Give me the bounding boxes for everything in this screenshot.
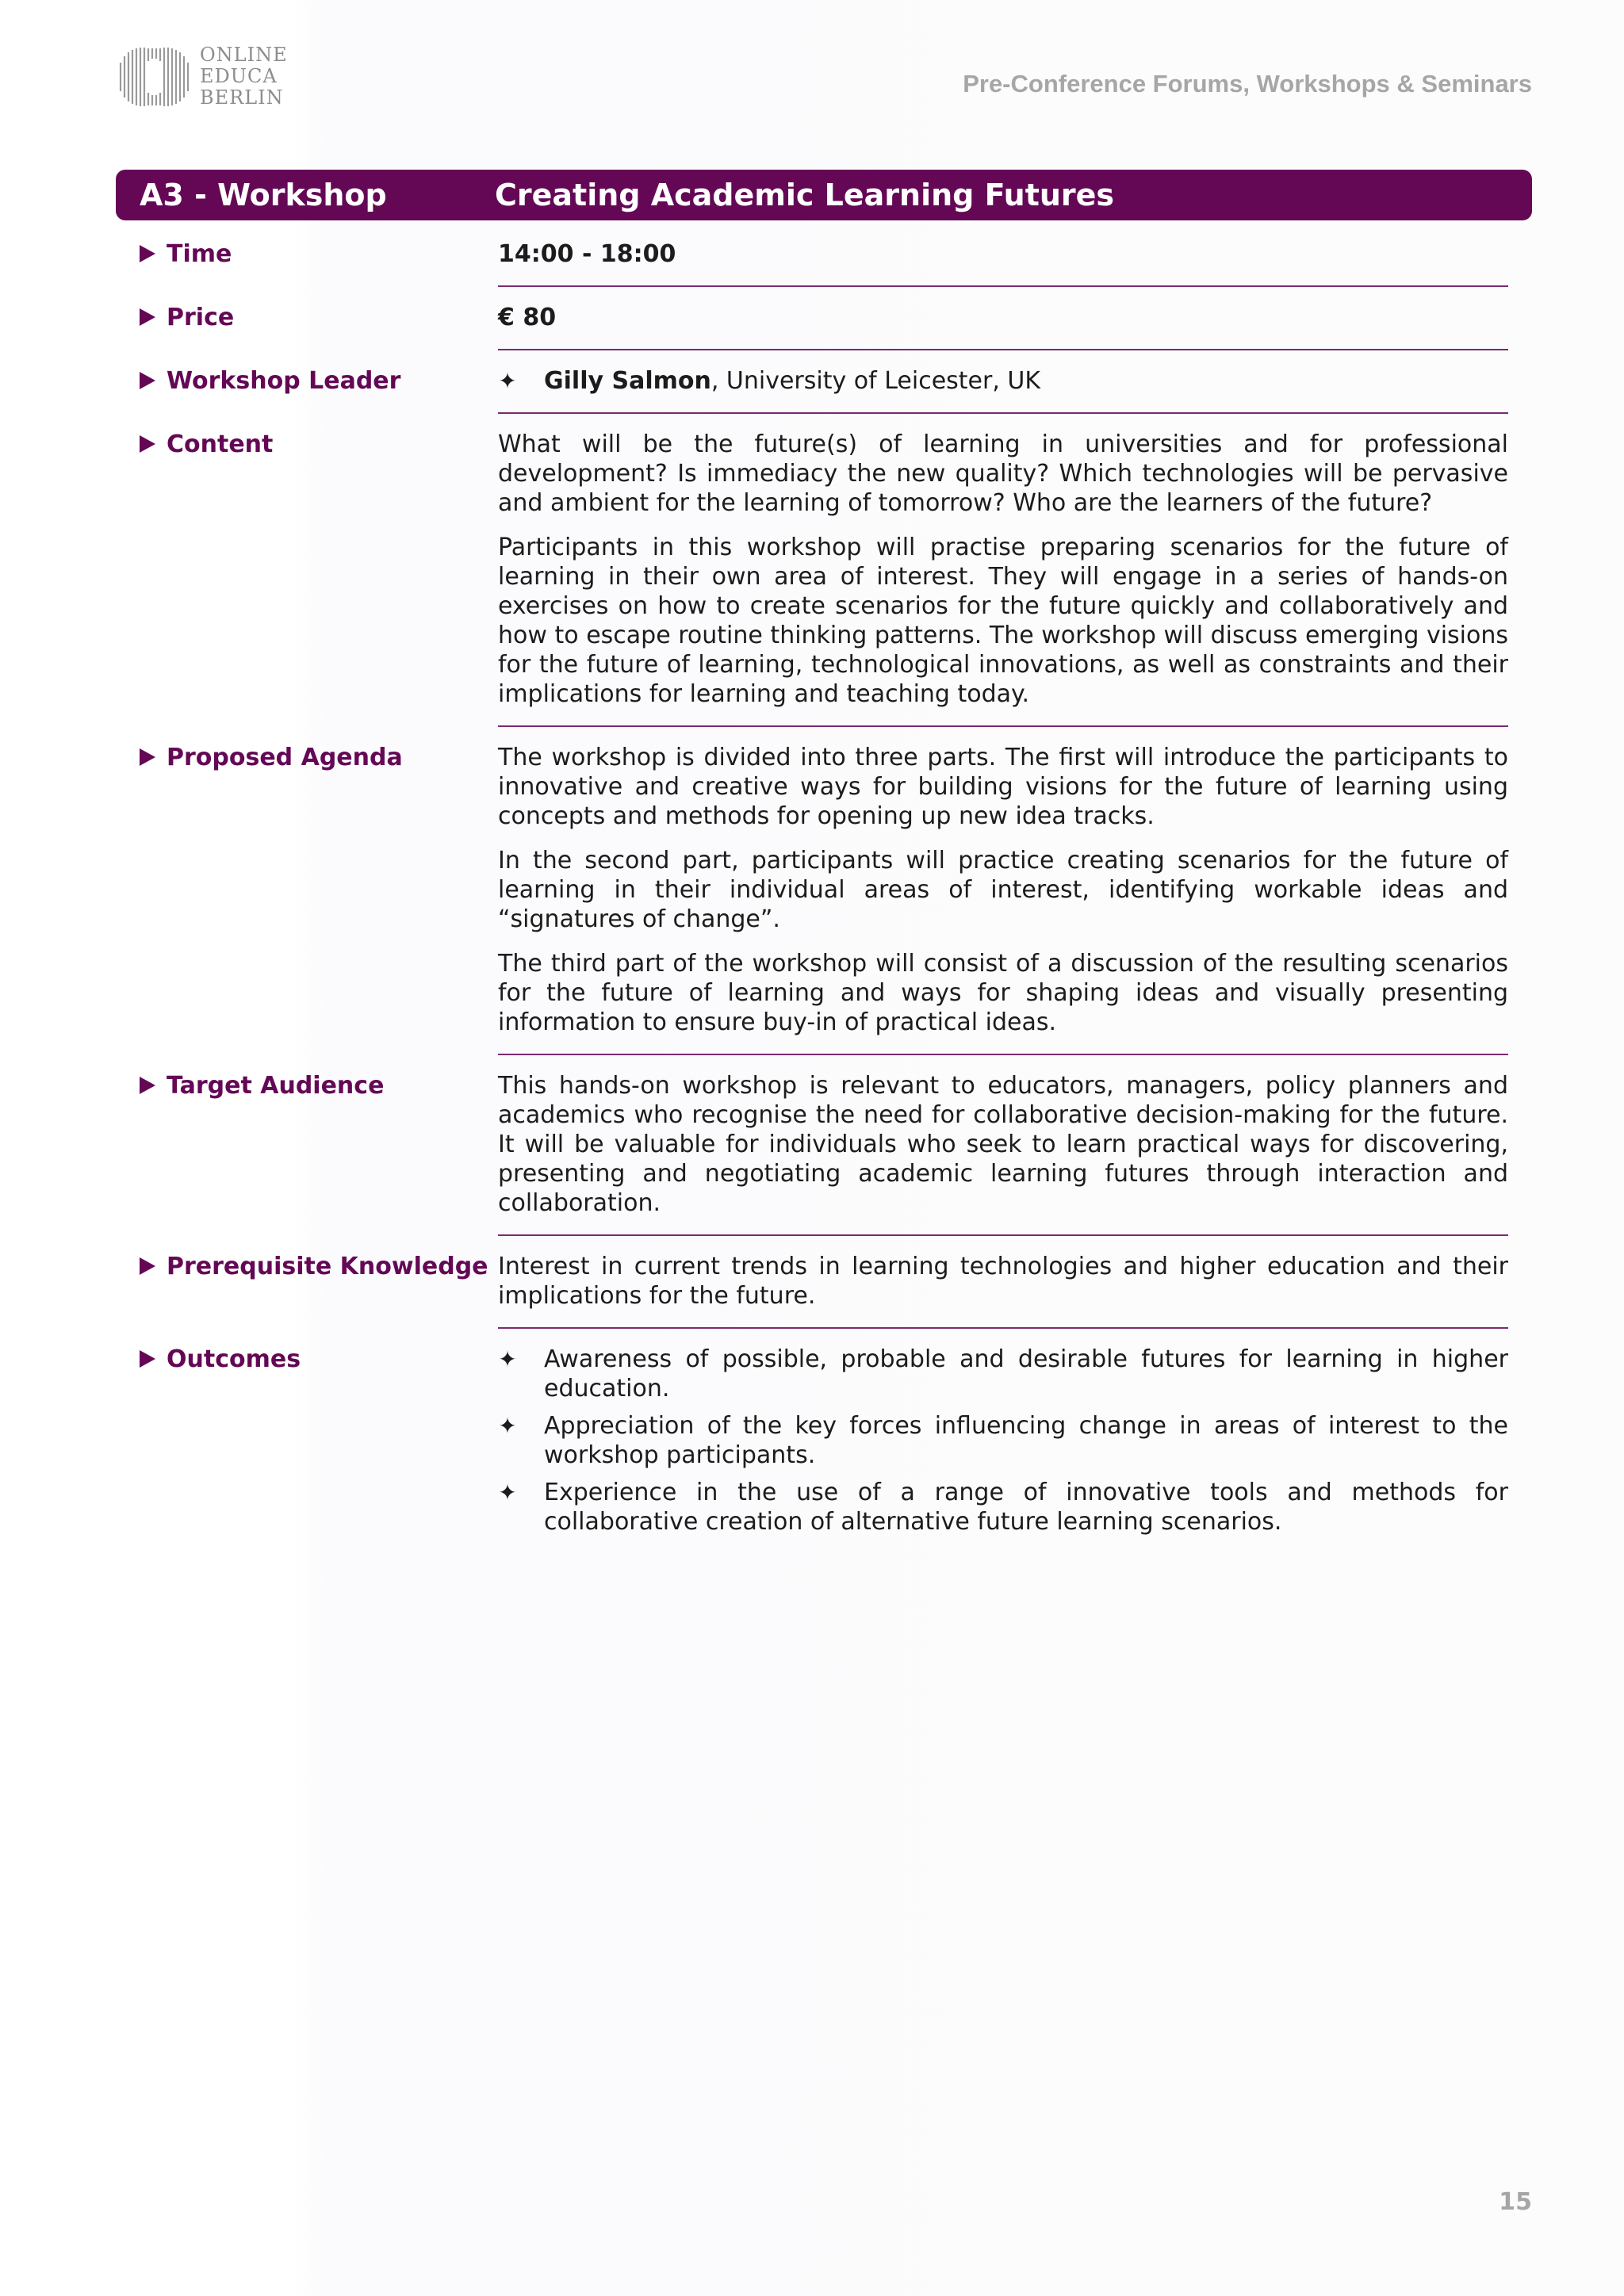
label-text: Target Audience xyxy=(167,1072,385,1100)
value-content xyxy=(498,414,1508,727)
star-bullet-icon: ✦ xyxy=(498,368,517,394)
paragraph: The third part of the workshop will consist of a discussion of the resulting scenarios for the future of learning and ways for shaping ideas and visually presenting information to ensure buy-in of practical ideas. xyxy=(498,950,1508,1036)
outcomes-list xyxy=(498,1345,1508,1536)
row-prerequisite-knowledge xyxy=(140,1236,1508,1329)
label-price xyxy=(140,287,498,350)
logo-line-1: ONLINE xyxy=(200,44,288,66)
row-target-audience xyxy=(140,1055,1508,1236)
star-bullet-icon: ✦ xyxy=(498,1413,517,1439)
leader-name: Gilly Salmon xyxy=(544,367,711,395)
label-prerequisite-knowledge xyxy=(140,1236,498,1329)
value-time xyxy=(498,224,1508,287)
triangle-bullet-icon xyxy=(140,372,155,389)
label-text: Content xyxy=(167,430,274,458)
label-text: Workshop Leader xyxy=(167,367,401,395)
triangle-bullet-icon xyxy=(140,1077,155,1094)
row-content xyxy=(140,414,1508,727)
logo-line-3: BERLIN xyxy=(200,86,284,109)
outcome-text: Awareness of possible, probable and desirable futures for learning in higher education. xyxy=(544,1345,1508,1402)
value-target-audience xyxy=(498,1055,1508,1236)
outcome-text: Appreciation of the key forces influencing change in areas of interest to the workshop participants. xyxy=(544,1412,1508,1469)
label-outcomes xyxy=(140,1329,498,1553)
row-time xyxy=(140,224,1508,287)
price-value: € 80 xyxy=(498,304,557,331)
label-text: Outcomes xyxy=(167,1345,301,1373)
label-workshop-leader xyxy=(140,350,498,414)
value-workshop-leader xyxy=(498,350,1508,414)
label-target-audience xyxy=(140,1055,498,1236)
label-text: Price xyxy=(167,304,235,331)
row-outcomes xyxy=(140,1329,1508,1553)
label-content xyxy=(140,414,498,727)
star-bullet-icon: ✦ xyxy=(498,1346,517,1372)
leader-affiliation: , University of Leicester, UK xyxy=(710,367,1041,395)
value-price xyxy=(498,287,1508,350)
triangle-bullet-icon xyxy=(140,435,155,453)
paragraph: Participants in this workshop will practise preparing scenarios for the future of learning in their own area of interest. They will engage in a series of hands-on exercises on how to create scenarios for the future quickly and collaboratively and how to escape routine thinking patterns. The workshop will discuss emerging visions for the future of learning, technological innovations, as well as constraints and their implications for learning and teaching today. xyxy=(498,534,1508,708)
list-item xyxy=(498,366,1508,396)
workshop-code: A3 - Workshop xyxy=(140,178,387,212)
logo-line-2: EDUCA xyxy=(200,65,278,87)
logo-mark-icon xyxy=(116,45,192,109)
row-workshop-leader xyxy=(140,350,1508,414)
triangle-bullet-icon xyxy=(140,748,155,766)
online-educa-berlin-logo xyxy=(116,44,288,109)
outcome-text: Experience in the use of a range of innovative tools and methods for collaborative creation of alternative future learning scenarios. xyxy=(544,1479,1508,1536)
triangle-bullet-icon xyxy=(140,308,155,326)
label-text: Proposed Agenda xyxy=(167,744,403,771)
page-number: 15 xyxy=(1499,2188,1532,2216)
label-proposed-agenda xyxy=(140,727,498,1055)
list-item xyxy=(498,1478,1508,1536)
value-prerequisite-knowledge xyxy=(498,1236,1508,1329)
workshop-title: Creating Academic Learning Futures xyxy=(495,178,1115,212)
row-price xyxy=(140,287,1508,350)
row-proposed-agenda xyxy=(140,727,1508,1055)
list-item xyxy=(498,1411,1508,1470)
label-text: Time xyxy=(167,240,232,268)
label-time xyxy=(140,224,498,287)
list-item xyxy=(498,1345,1508,1403)
paragraph: Interest in current trends in learning technologies and higher education and their implications for the future. xyxy=(498,1253,1508,1310)
details-table xyxy=(140,224,1508,1553)
label-text: Prerequisite Knowledge xyxy=(167,1253,488,1280)
triangle-bullet-icon xyxy=(140,245,155,262)
logo-wordmark xyxy=(200,44,288,109)
paragraph: What will be the future(s) of learning in universities and for professional development? Is immediacy the new quality? Which technologies will be pervasive and ambient for the learning of tomorrow? Who are the learners of the future? xyxy=(498,430,1508,517)
paragraph: The workshop is divided into three parts. The first will introduce the participants to innovative and creative ways for building visions for the future of learning using concepts and methods for opening up new idea tracks. xyxy=(498,744,1508,830)
value-outcomes xyxy=(498,1329,1508,1553)
section-title-bar xyxy=(116,170,1532,220)
value-proposed-agenda xyxy=(498,727,1508,1055)
star-bullet-icon: ✦ xyxy=(498,1479,517,1506)
running-head: Pre-Conference Forums, Workshops & Seminars xyxy=(963,70,1532,98)
paragraph: In the second part, participants will practice creating scenarios for the future of learning in their individual areas of interest, identifying workable ideas and “signatures of change”. xyxy=(498,847,1508,933)
leader-list xyxy=(498,366,1508,396)
paragraph: This hands-on workshop is relevant to educators, managers, policy planners and academics who recognise the need for collaborative decision-making for the future. It will be valuable for individuals who seek to learn practical ways for discovering, presenting and negotiating academic learning futures through interaction and collaboration. xyxy=(498,1072,1508,1217)
triangle-bullet-icon xyxy=(140,1350,155,1368)
triangle-bullet-icon xyxy=(140,1257,155,1275)
time-value: 14:00 - 18:00 xyxy=(498,240,676,268)
